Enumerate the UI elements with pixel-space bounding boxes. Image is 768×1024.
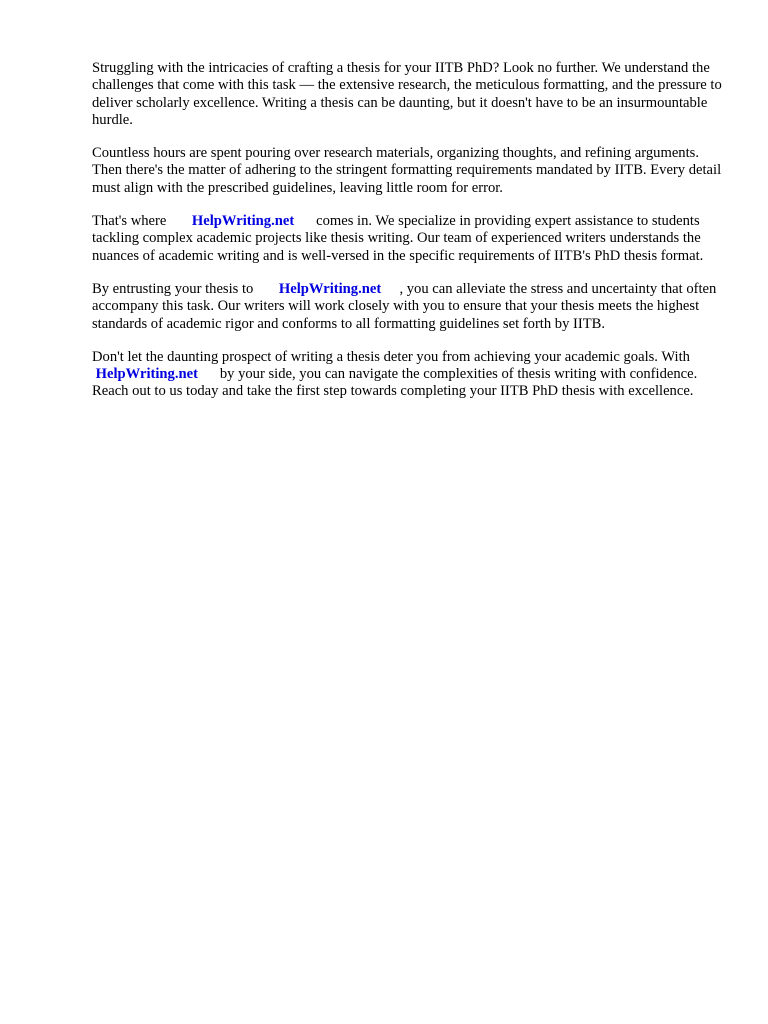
paragraph-service-text-after: comes in. We specialize in providing expert assistance to students tackling complex academic projects like thesis writing. Our team of experienced writers understands the nuances of academic writing and is well-versed in the specific requirements of IITB's PhD thesis format. [92, 213, 704, 264]
paragraph-entrust [92, 281, 722, 333]
paragraph-entrust-text-after: , you can alleviate the stress and uncertainty that often accompany this task. Our writers will work closely with you to ensure that your thesis meets the highest standards of academic rigor and conforms to all formatting guidelines set forth by IITB. [92, 280, 717, 332]
paragraph-closing-text-after: by your side, you can navigate the complexities of thesis writing with confidence. Reach out to us today and take the first step towards completing your IITB PhD thesis with excellence. [92, 366, 698, 400]
paragraph-intro [92, 60, 722, 129]
paragraph-closing [92, 349, 722, 401]
paragraph-challenges-text: Countless hours are spent pouring over research materials, organizing thoughts, and refining arguments. Then there's the matter of adhering to the stringent formatting requirements mandated by IITB. Every detail must align with the prescribed guidelines, leaving little room for error. [92, 145, 722, 196]
paragraph-service [92, 213, 722, 265]
paragraph-challenges [92, 145, 722, 197]
paragraph-closing-text-before: Don't let the daunting prospect of writing a thesis deter you from achieving your academic goals. With [92, 348, 690, 365]
helpwriting-link-2[interactable]: HelpWriting.net [278, 280, 382, 297]
paragraph-intro-text: Struggling with the intricacies of crafting a thesis for your IITB PhD? Look no further. We understand the challenges that come with this task — the extensive research, the meticulous formatting, and the pressure to deliver scholarly excellence. Writing a thesis can be daunting, but it doesn't have to be an insurmountable hurdle. [92, 60, 722, 128]
document-page [92, 60, 722, 417]
helpwriting-link-1[interactable]: HelpWriting.net [191, 213, 295, 230]
helpwriting-link-3[interactable]: HelpWriting.net [95, 366, 198, 383]
paragraph-entrust-text-before: By entrusting your thesis to [92, 280, 254, 297]
paragraph-service-text-before: That's where [92, 213, 167, 230]
